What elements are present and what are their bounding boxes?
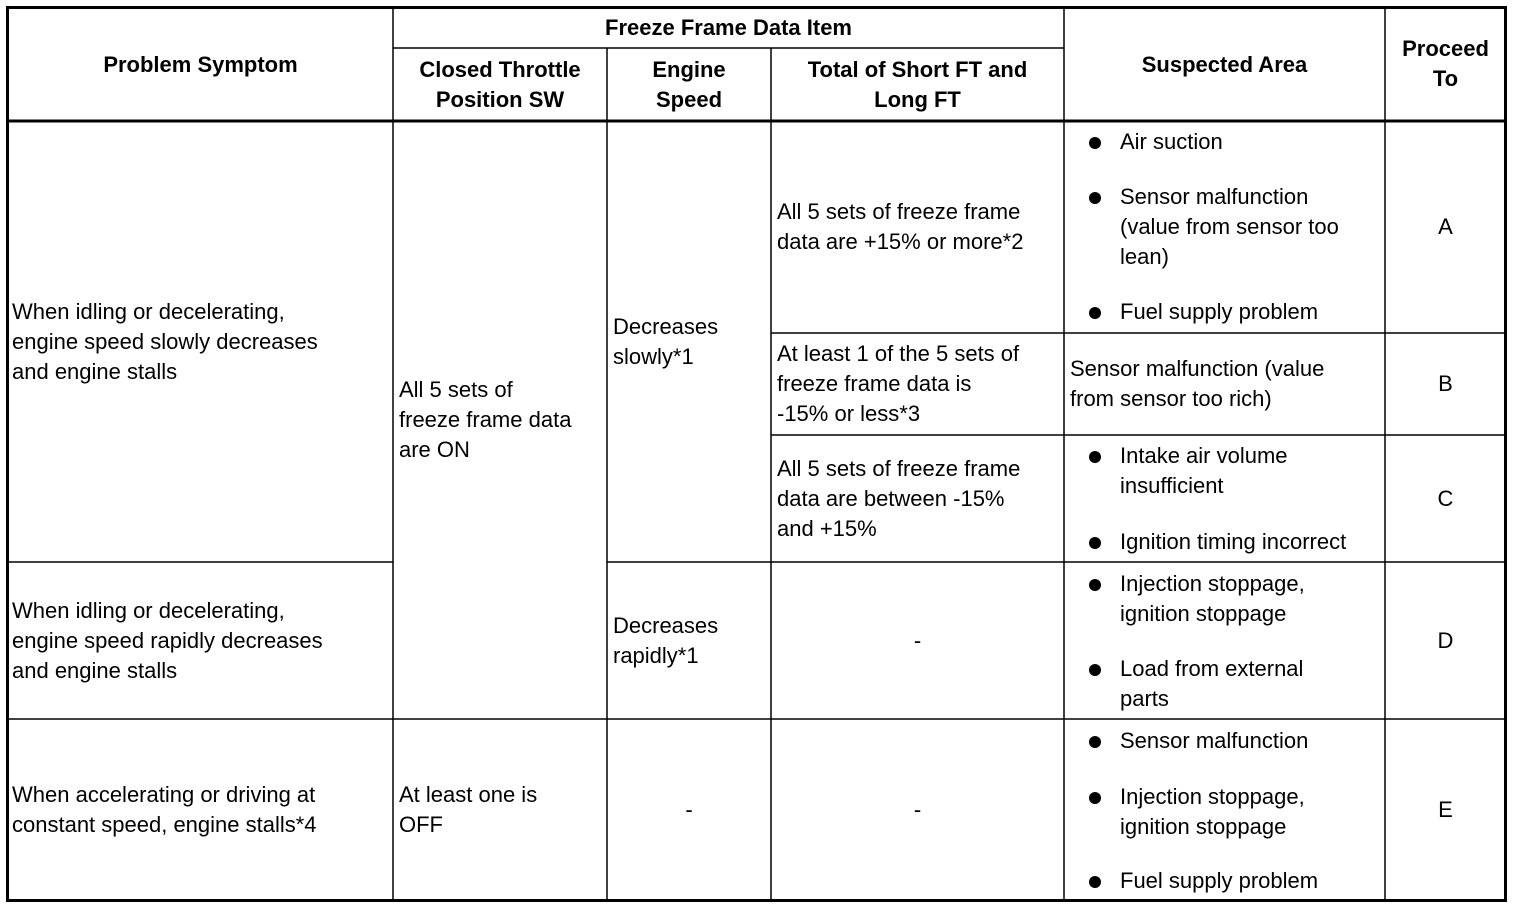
suspected-c-item1-line2: insufficient: [1120, 473, 1224, 498]
proceed-e: [1385, 719, 1506, 901]
closed-throttle-one-off-line2: OFF: [399, 812, 443, 837]
engine-speed-rapidly-line2: rapidly*1: [613, 642, 699, 668]
suspected-c-item1: [1120, 441, 1288, 501]
suspected-d-item1-line1: Injection stoppage,: [1120, 571, 1305, 596]
suspected-e-item3: [1120, 866, 1318, 896]
header-suspected-area-text: Suspected Area: [1141, 51, 1308, 77]
symptom-rapid-decrease: [7, 562, 393, 719]
suspected-a-item3-line1: Fuel supply problem: [1120, 299, 1319, 324]
symptom-accelerating: [7, 719, 393, 901]
proceed-e-text: E: [1438, 797, 1453, 822]
suspected-b-line1: Sensor malfunction (value: [1070, 356, 1325, 381]
total-ft-dash-e-text: -: [913, 797, 922, 822]
header-problem-symptom-text: Problem Symptom: [103, 51, 298, 77]
symptom-accel-line1: When accelerating or driving at: [12, 782, 316, 807]
closed-throttle-all-on-line3: are ON: [399, 437, 470, 462]
proceed-b-text: B: [1438, 371, 1453, 396]
bullet-icon: [1089, 307, 1101, 319]
proceed-d-text: D: [1437, 627, 1454, 653]
suspected-d-item2: [1120, 654, 1303, 714]
header-proceed-line2: To: [1432, 66, 1459, 91]
symptom-accel-line2: constant speed, engine stalls*4: [12, 812, 317, 837]
proceed-a-text: A: [1438, 214, 1453, 239]
suspected-d-item1-line2: ignition stoppage: [1120, 601, 1287, 626]
suspected-e-item2: [1120, 782, 1305, 842]
closed-throttle-all-on: [393, 121, 607, 719]
suspected-e-item1-line1: Sensor malfunction: [1120, 728, 1309, 753]
bullet-icon: [1089, 451, 1101, 463]
symptom-rapid-line3: and engine stalls: [12, 657, 178, 683]
header-total-ft-line2: Long FT: [874, 86, 961, 112]
bullet-icon: [1089, 579, 1101, 591]
header-total-ft: [771, 48, 1064, 121]
engine-speed-slowly: [607, 121, 771, 562]
proceed-b: [1385, 333, 1506, 435]
symptom-slow-line2: engine speed slowly decreases: [12, 328, 318, 354]
header-proceed-to: [1385, 8, 1506, 121]
suspected-a-item2-line1: Sensor malfunction: [1120, 184, 1309, 209]
total-ft-minus15-line3: -15% or less*3: [777, 401, 921, 426]
suspected-a-item2-line2: (value from sensor too: [1120, 214, 1339, 239]
suspected-c-item1-line1: Intake air volume: [1120, 443, 1288, 468]
header-total-ft-line1: Total of Short FT and: [807, 56, 1028, 82]
symptom-slow-line1: When idling or decelerating,: [12, 298, 285, 324]
suspected-c-item2: [1120, 527, 1346, 557]
engine-speed-dash: [607, 719, 771, 901]
header-freeze-frame-data-item: [393, 8, 1064, 48]
suspected-a-item1: [1120, 127, 1223, 157]
total-ft-dash-d: [771, 562, 1064, 719]
total-ft-minus15: [771, 333, 1064, 435]
closed-throttle-one-off: [393, 719, 607, 901]
total-ft-plus15: [771, 121, 1064, 333]
suspected-d-item2-line1: Load from external: [1120, 656, 1304, 681]
header-engine-speed-line1: Engine: [652, 56, 726, 82]
engine-speed-slowly-line2: slowly*1: [613, 343, 694, 369]
total-ft-between-line2: data are between -15%: [777, 485, 1005, 511]
total-ft-minus15-line2: freeze frame data is: [777, 371, 972, 396]
closed-throttle-all-on-line1: All 5 sets of: [399, 377, 513, 402]
symptom-slow-decrease: [7, 121, 393, 562]
proceed-c-text: C: [1437, 485, 1454, 511]
closed-throttle-all-on-line2: freeze frame data: [399, 407, 572, 432]
suspected-e-item3-line1: Fuel supply problem: [1120, 868, 1319, 893]
bullet-icon: [1089, 664, 1101, 676]
total-ft-dash-d-text: -: [913, 627, 922, 653]
bullet-icon: [1089, 137, 1101, 149]
bullet-icon: [1089, 192, 1101, 204]
symptom-slow-line3: and engine stalls: [12, 358, 178, 384]
header-problem-symptom: [8, 8, 393, 121]
proceed-c: [1385, 435, 1506, 562]
suspected-a-item3: [1120, 297, 1318, 327]
suspected-a-item2-line3: lean): [1120, 244, 1169, 269]
engine-speed-rapidly: [607, 562, 771, 719]
bullet-icon: [1089, 736, 1101, 748]
bullet-icon: [1089, 876, 1101, 888]
suspected-area-b: [1064, 333, 1385, 435]
header-proceed-line1: Proceed: [1402, 36, 1489, 61]
total-ft-minus15-line1: At least 1 of the 5 sets of: [777, 341, 1020, 366]
suspected-b-line2: from sensor too rich): [1070, 386, 1272, 411]
total-ft-between-line3: and +15%: [777, 515, 877, 541]
suspected-a-item2: [1120, 182, 1339, 272]
total-ft-plus15-line1: All 5 sets of freeze frame: [777, 199, 1021, 224]
total-ft-dash-e: [771, 719, 1064, 901]
total-ft-between-line1: All 5 sets of freeze frame: [777, 455, 1021, 481]
header-engine-speed-line2: Speed: [655, 86, 723, 112]
symptom-rapid-line2: engine speed rapidly decreases: [12, 627, 323, 653]
bullet-icon: [1089, 537, 1101, 549]
header-freeze-frame-text: Freeze Frame Data Item: [605, 15, 852, 40]
engine-speed-slowly-line1: Decreases: [613, 313, 719, 339]
suspected-a-item1-line1: Air suction: [1120, 129, 1223, 154]
suspected-c-item2-line1: Ignition timing incorrect: [1120, 529, 1347, 554]
proceed-a: [1385, 121, 1506, 333]
suspected-d-item2-line2: parts: [1120, 686, 1169, 711]
engine-speed-dash-text: -: [685, 797, 693, 822]
bullet-icon: [1089, 792, 1101, 804]
header-suspected-area: [1064, 8, 1385, 121]
engine-speed-rapidly-line1: Decreases: [613, 612, 719, 638]
closed-throttle-one-off-line1: At least one is: [399, 782, 538, 807]
header-closed-throttle-line1: Closed Throttle: [419, 56, 581, 82]
suspected-e-item1: [1120, 726, 1308, 756]
header-closed-throttle: [393, 48, 607, 121]
header-engine-speed: [607, 48, 771, 121]
symptom-rapid-line1: When idling or decelerating,: [12, 597, 285, 623]
suspected-e-item2-line1: Injection stoppage,: [1120, 784, 1305, 809]
suspected-d-item1: [1120, 569, 1305, 629]
total-ft-plus15-line2: data are +15% or more*2: [777, 229, 1024, 254]
proceed-d: [1385, 562, 1506, 719]
header-closed-throttle-line2: Position SW: [435, 86, 565, 112]
suspected-e-item2-line2: ignition stoppage: [1120, 814, 1287, 839]
total-ft-between: [771, 435, 1064, 562]
